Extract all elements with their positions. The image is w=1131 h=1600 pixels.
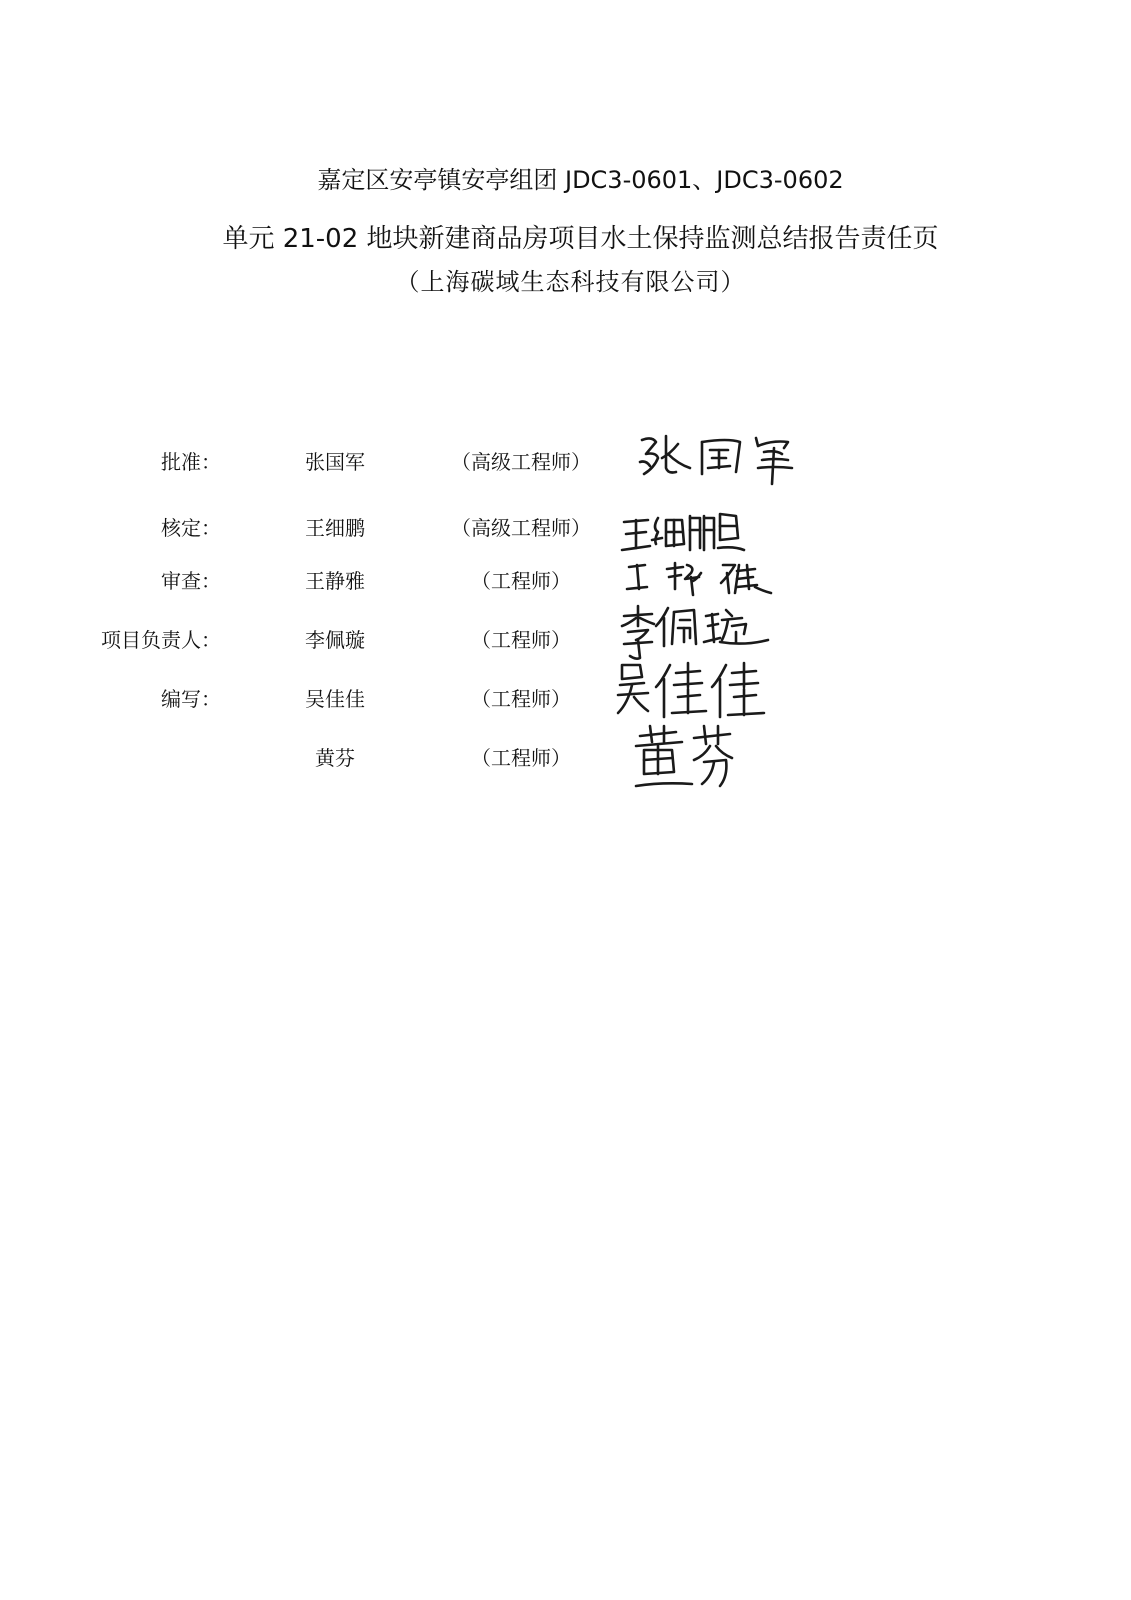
report-title-line-2: 单元 21-02 地块新建商品房项目水土保持监测总结报告责任页 bbox=[222, 224, 939, 254]
person-name: 李佩璇 bbox=[305, 628, 365, 652]
handwritten-signature bbox=[625, 559, 775, 599]
person-name: 吴佳佳 bbox=[305, 687, 365, 711]
handwritten-signature bbox=[614, 661, 769, 723]
professional-title: （工程师） bbox=[471, 628, 571, 652]
signatory-row-verifier bbox=[0, 512, 1131, 552]
role-label: 核定： bbox=[161, 516, 221, 540]
role-label: 批准： bbox=[161, 450, 221, 474]
report-title-line-1: 嘉定区安亭镇安亭组团 JDC3-0601、JDC3-0602 bbox=[317, 166, 844, 194]
role-label: 编写： bbox=[161, 687, 221, 711]
person-name: 张国军 bbox=[305, 450, 365, 474]
professional-title: （高级工程师） bbox=[451, 516, 591, 540]
professional-title: （高级工程师） bbox=[451, 450, 591, 474]
handwritten-signature bbox=[620, 510, 750, 560]
handwritten-signature bbox=[632, 428, 802, 488]
handwritten-signature bbox=[618, 602, 773, 662]
professional-title: （工程师） bbox=[471, 569, 571, 593]
signatory-row-approver bbox=[0, 446, 1131, 486]
role-label: 审查： bbox=[161, 569, 221, 593]
signatory-row-reviewer bbox=[0, 565, 1131, 605]
company-name: （上海碳域生态科技有限公司） bbox=[395, 268, 746, 296]
signatory-row-writer bbox=[0, 683, 1131, 723]
professional-title: （工程师） bbox=[471, 746, 571, 770]
professional-title: （工程师） bbox=[471, 687, 571, 711]
role-label: 项目负责人： bbox=[101, 628, 221, 652]
person-name: 黄芬 bbox=[315, 746, 355, 770]
signatory-row-writer-2 bbox=[0, 742, 1131, 782]
person-name: 王静雅 bbox=[305, 569, 365, 593]
signatory-row-project-lead bbox=[0, 624, 1131, 664]
handwritten-signature bbox=[632, 724, 742, 796]
person-name: 王细鹏 bbox=[305, 516, 365, 540]
